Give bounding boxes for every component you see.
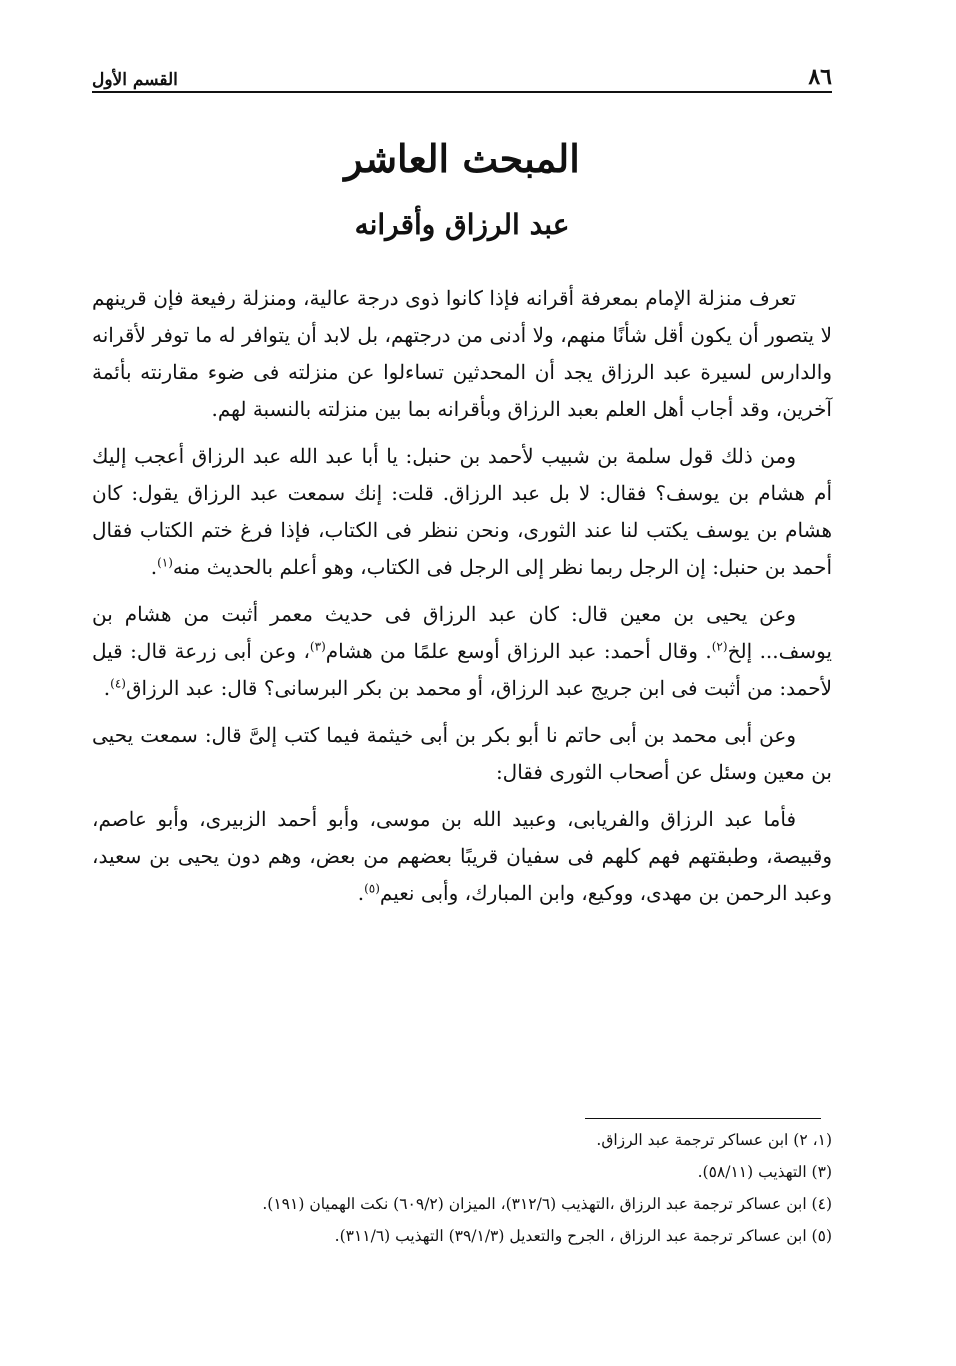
paragraph-3 [92, 596, 832, 707]
footnote-ref-5: (٥) [364, 881, 380, 896]
paragraph-2-text: ومن ذلك قول سلمة بن شبيب لأحمد بن حنبل: يا أبا عبد الله عبد الرزاق أعجب إليك أم هشام بن يوسف؟ فقال: لا بل عبد الرزاق. قلت: إنك سمعت عبد الرزاق يقول: كان هشام بن يوسف يكتب لنا عند الثورى، ونحن ننظر فى الكتاب، فإذا فرغ ختم الكتاب فقال أحمد بن حنبل: إن الرجل ربما نظر إلى الرجل فى الكتاب، وهو أعلم بالحديث منه [92, 444, 832, 579]
running-header [92, 54, 832, 90]
footnotes [92, 1124, 832, 1252]
paragraph-3-part2: . وقال أحمد: عبد الرزاق أوسع علمًا من هشام [325, 639, 712, 663]
footnote-1-2: (١، ٢) ابن عساكر ترجمة عبد الرزاق. [596, 1131, 832, 1149]
paragraph-3-end: . [103, 676, 111, 700]
footnote-ref-3: (٣) [309, 639, 326, 654]
paragraph-4: وعن أبى محمد بن أبى حاتم نا أبو بكر بن أبى خيثمة فيما كتب إلىَّ قال: سمعت يحيى بن معين وسئل عن أصحاب الثورى فقال: [92, 723, 832, 784]
paragraph-1: تعرف منزلة الإمام بمعرفة أقرانه فإذا كانوا ذوى درجة عالية، ومنزلة رفيعة فإن قرينهم لا يتصور أن يكون أقل شأنًا منهم، ولا أدنى من درجتهم، بل لابد أن يتوافر له ما توفر لأقرانه والدارس لسيرة عبد الرزاق يجد أن المحدثين تساءلوا عن منزلته فى ضوء مقارنته بأئمة آخرين، وقد أجاب أهل العلم بعبد الرزاق وبأقرانه بما بين منزلته بالنسبة لهم. [92, 286, 832, 421]
body-text [92, 280, 832, 922]
header-rule [92, 91, 832, 93]
part-title: القسم الأول [92, 70, 178, 90]
footnote-ref-1: (١) [157, 555, 173, 570]
section-title: عبد الرزاق وأقرانه [354, 208, 570, 241]
footnote-3: (٣) التهذيب (٥٨/١١). [697, 1163, 832, 1181]
footnote-ref-4: (٤) [110, 676, 126, 691]
paragraph-3-part3: ، وعن أبى زرعة قال: قيل لأحمد: من أثبت فى ابن جريج عبد الرزاق، أو محمد بن بكر البرسانى؟ قال: عبد الرزاق [92, 639, 832, 700]
footnote-4: (٤) ابن عساكر ترجمة عبد الرزاق ،التهذيب (٣١٢/٦)، الميزان (٦٠٩/٢) نكت الهميان (١٩١). [262, 1195, 832, 1213]
chapter-title: المبحث العاشر [344, 136, 580, 181]
paragraph-5-text: فأما عبد الرزاق والفريابى، وعبيد الله بن موسى، وأبو أحمد الزبيرى، وأبو عاصم، وقبيصة، وطبقتهم فهم كلهم فى سفيان قريبًا بعضهم من بعض، وهم دون يحيى بن سعيد، وعبد الرحمن بن مهدى، ووكيع، وابن المبارك، وأبى نعيم [92, 807, 832, 905]
paragraph-2-end: . [150, 555, 158, 579]
footnote-ref-2: (٢) [711, 639, 728, 654]
page-number: ٨٦ [808, 64, 832, 90]
footnote-5: (٥) ابن عساكر ترجمة عبد الرزاق ، الجرح والتعديل (٣٩/١/٣) التهذيب (٣١١/٦). [334, 1227, 832, 1245]
footnote-separator [585, 1118, 821, 1119]
paragraph-2 [92, 438, 832, 586]
paragraph-5-end: . [357, 881, 365, 905]
paragraph-5 [92, 801, 832, 912]
paragraph-3-part1: وعن يحيى بن معين قال: كان عبد الرزاق فى حديث معمر أثبت من هشام بن يوسف... إلخ [92, 602, 832, 663]
